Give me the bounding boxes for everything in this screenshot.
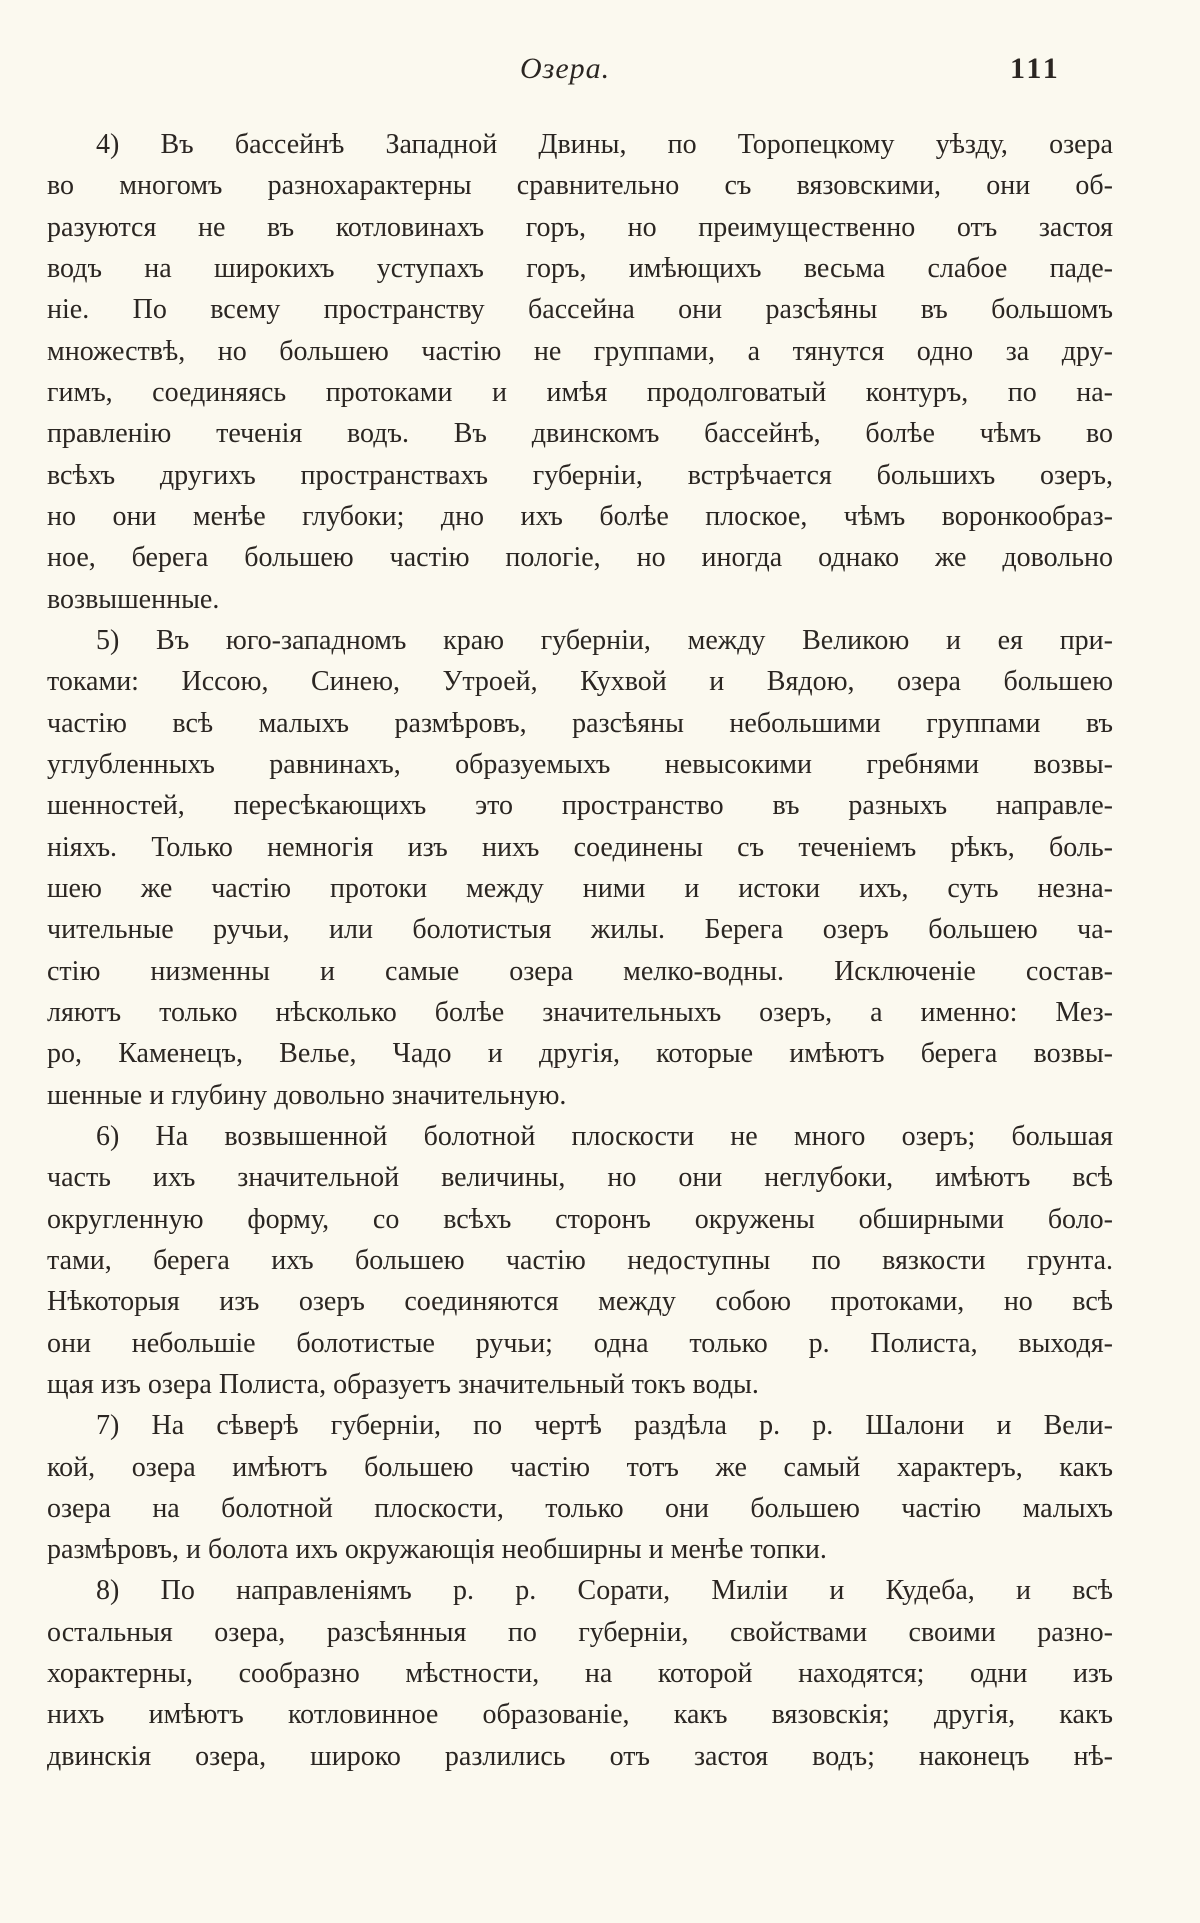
text-line: остальныя озера, разсѣянныя по губерніи, свойствами своими разно- [47, 1616, 1113, 1648]
text-line: шенностей, пересѣкающихъ это пространство въ разныхъ направле- [47, 790, 1113, 822]
text-line: кой, озера имѣютъ большею частію тотъ же самый характеръ, какъ [47, 1451, 1113, 1483]
text-line: хорактерны, сообразно мѣстности, на которой находятся; одни изъ [47, 1658, 1113, 1690]
text-line: шенные и глубину довольно значительную. [47, 1079, 567, 1111]
paragraph [47, 1405, 1113, 1570]
text-line: Нѣкоторыя изъ озеръ соединяются между собою протоками, но всѣ [47, 1286, 1113, 1318]
text-line: частію всѣ малыхъ размѣровъ, разсѣяны небольшими группами въ [47, 707, 1113, 739]
text-line: разуются не въ котловинахъ горъ, но преимущественно отъ застоя [47, 211, 1113, 243]
text-line: часть ихъ значительной величины, но они неглубоки, имѣютъ всѣ [47, 1162, 1113, 1194]
paragraph [47, 1570, 1113, 1777]
text-line: размѣровъ, и болота ихъ окружающія необширны и менѣе топки. [47, 1534, 827, 1566]
text-line: щая изъ озера Полиста, образуетъ значительный токъ воды. [47, 1368, 759, 1400]
text-line: гимъ, соединяясь протоками и имѣя продолговатый контуръ, по на- [47, 376, 1113, 408]
text-line: 4) Въ бассейнѣ Западной Двины, по Торопецкому уѣзду, озера [96, 129, 1113, 160]
text-line: но они менѣе глубоки; дно ихъ болѣе плоское, чѣмъ воронкообраз- [47, 500, 1113, 532]
text-line: нихъ имѣютъ котловинное образованіе, какъ вязовскія; другія, какъ [47, 1699, 1113, 1731]
text-line: углубленныхъ равнинахъ, образуемыхъ невысокими гребнями возвы- [47, 748, 1113, 780]
text-line: округленную форму, со всѣхъ сторонъ окружены обширными боло- [47, 1203, 1113, 1235]
text-line: 6) На возвышенной болотной плоскости не много озеръ; большая [96, 1120, 1113, 1152]
text-line: ное, берега большею частію пологіе, но иногда однако же довольно [47, 542, 1113, 574]
text-line: стію низменны и самые озера мелко-водны. Исключеніе состав- [47, 955, 1113, 987]
page-number: 111 [1010, 52, 1061, 85]
text-line: 7) На сѣверѣ губерніи, по чертѣ раздѣла р. р. Шалони и Вели- [96, 1410, 1113, 1442]
text-line: токами: Иссою, Синею, Утроей, Кухвой и Вядою, озера большею [47, 666, 1113, 698]
text-line: всѣхъ другихъ пространствахъ губерніи, встрѣчается большихъ озеръ, [47, 459, 1113, 491]
text-line: ро, Каменецъ, Велье, Чадо и другія, которые имѣютъ берега возвы- [47, 1038, 1113, 1070]
text-line: возвышенные. [47, 583, 220, 615]
body-text [47, 124, 1113, 1777]
paragraph [47, 620, 1113, 1116]
running-header [0, 52, 1200, 94]
text-line: озера на болотной плоскости, только они большею частію малыхъ [47, 1492, 1113, 1524]
text-line: двинскія озера, широко разлились отъ застоя водъ; наконецъ нѣ- [47, 1740, 1113, 1772]
paragraph [47, 124, 1113, 620]
text-line: ніяхъ. Только немногія изъ нихъ соединены съ теченіемъ рѣкъ, боль- [47, 831, 1113, 863]
text-line: ляютъ только нѣсколько болѣе значительныхъ озеръ, а именно: Мез- [47, 996, 1113, 1028]
text-line: правленію теченія водъ. Въ двинскомъ бассейнѣ, болѣе чѣмъ во [47, 418, 1113, 450]
text-line: шею же частію протоки между ними и истоки ихъ, суть незна- [47, 872, 1113, 904]
text-line: ніе. По всему пространству бассейна они разсѣяны въ большомъ [47, 294, 1113, 326]
text-line: 5) Въ юго-западномъ краю губерніи, между Великою и ея при- [96, 624, 1113, 656]
text-line: 8) По направленіямъ р. р. Сорати, Миліи и Кудеба, и всѣ [96, 1575, 1113, 1607]
paragraph [47, 1116, 1113, 1405]
chapter-title: Озера. [520, 52, 611, 85]
text-line: чительные ручьи, или болотистыя жилы. Берега озеръ большею ча- [47, 914, 1113, 946]
text-line: тами, берега ихъ большею частію недоступны по вязкости грунта. [47, 1244, 1113, 1276]
text-line: множествѣ, но большею частію не группами, а тянутся одно за дру- [47, 335, 1113, 367]
text-line: водъ на широкихъ уступахъ горъ, имѣющихъ весьма слабое паде- [47, 252, 1113, 284]
text-line: они небольшіе болотистые ручьи; одна только р. Полиста, выходя- [47, 1327, 1113, 1359]
text-line: во многомъ разнохарактерны сравнительно съ вязовскими, они об- [47, 170, 1113, 202]
